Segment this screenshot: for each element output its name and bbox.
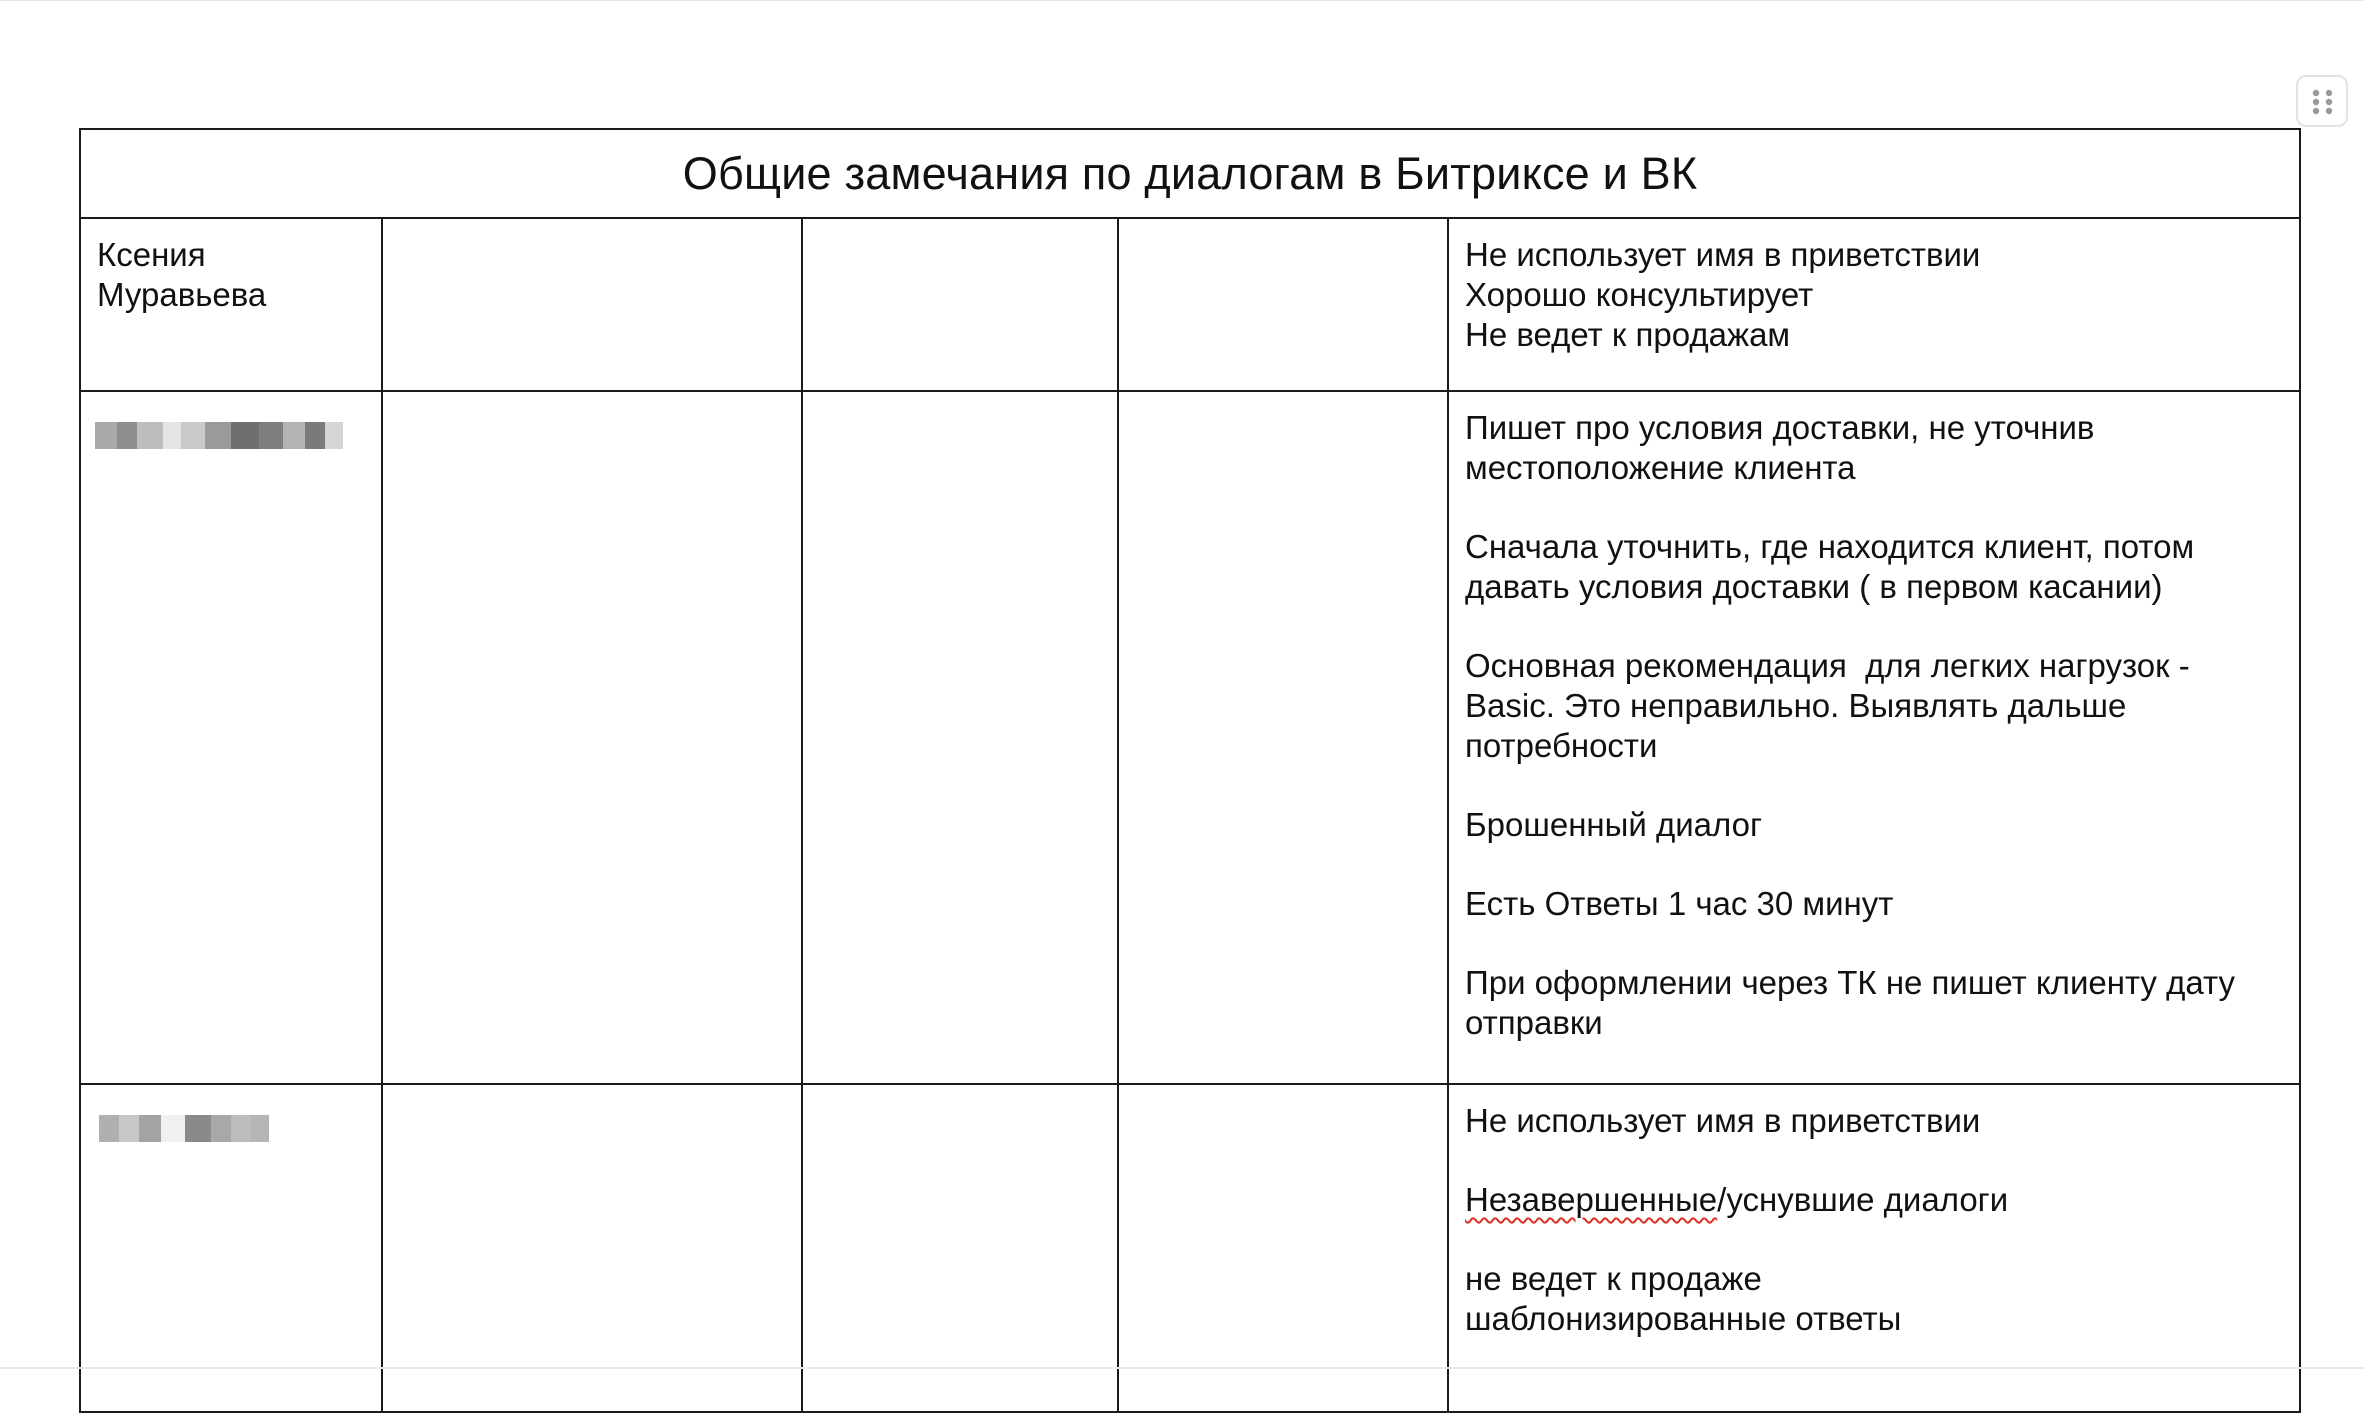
empty-cell[interactable]: [802, 218, 1118, 391]
remarks-cell[interactable]: [1448, 1084, 2300, 1412]
redacted-name: [99, 1115, 365, 1142]
table-drag-handle[interactable]: [2296, 75, 2348, 127]
empty-cell[interactable]: [802, 391, 1118, 1084]
remarks-cell[interactable]: [1448, 391, 2300, 1084]
table-row: [80, 218, 2300, 391]
empty-cell[interactable]: [382, 218, 802, 391]
employee-name-cell[interactable]: [80, 391, 382, 1084]
empty-cell[interactable]: [1118, 1084, 1448, 1412]
remark-text: Сначала уточнить, где находится клиент, потом давать условия доставки ( в первом касании): [1465, 528, 2204, 605]
remark-text: не ведет к продаже шаблонизированные ответы: [1465, 1260, 1902, 1337]
drag-handle-icon: [2310, 87, 2336, 117]
remark-text-misspelled: [1465, 1180, 2283, 1220]
remark-text: Пишет про условия доставки, не уточнив местоположение клиента: [1465, 409, 2104, 486]
empty-cell[interactable]: [1118, 391, 1448, 1084]
employee-name-cell[interactable]: [80, 218, 382, 391]
remark-text: Есть Ответы 1 час 30 минут: [1465, 885, 1894, 922]
remark-text-suffix: /уснувшие диалоги: [1717, 1181, 2009, 1218]
remark-text: Хорошо консультирует: [1465, 276, 1814, 313]
table-title: Общие замечания по диалогам в Битриксе и ВК: [682, 147, 1698, 199]
table-title-cell[interactable]: [80, 129, 2300, 218]
empty-cell[interactable]: [382, 1084, 802, 1412]
redacted-name: [95, 422, 365, 449]
empty-cell[interactable]: [1118, 218, 1448, 391]
remark-text: Основная рекомендация для легких нагрузок - Basic. Это неправильно. Выявлять дальше потребности: [1465, 647, 2199, 764]
employee-name: Ксения Муравьева: [97, 236, 267, 313]
empty-cell[interactable]: [802, 1084, 1118, 1412]
remark-text: Не ведет к продажам: [1465, 316, 1791, 353]
employee-name-cell[interactable]: [80, 1084, 382, 1412]
page-bottom-edge: [0, 1367, 2364, 1369]
table-row: [80, 1084, 2300, 1412]
remarks-cell[interactable]: [1448, 218, 2300, 391]
empty-cell[interactable]: [382, 391, 802, 1084]
table-row: [80, 391, 2300, 1084]
remark-text: Не использует имя в приветствии: [1465, 1102, 1981, 1139]
remark-text: Брошенный диалог: [1465, 806, 1763, 843]
remark-text: Не использует имя в приветствии: [1465, 236, 1981, 273]
misspelled-word[interactable]: Незавершенные: [1465, 1181, 1718, 1218]
notes-table: [79, 128, 2301, 1413]
remark-text: При оформлении через ТК не пишет клиенту дату отправки: [1465, 964, 2245, 1041]
